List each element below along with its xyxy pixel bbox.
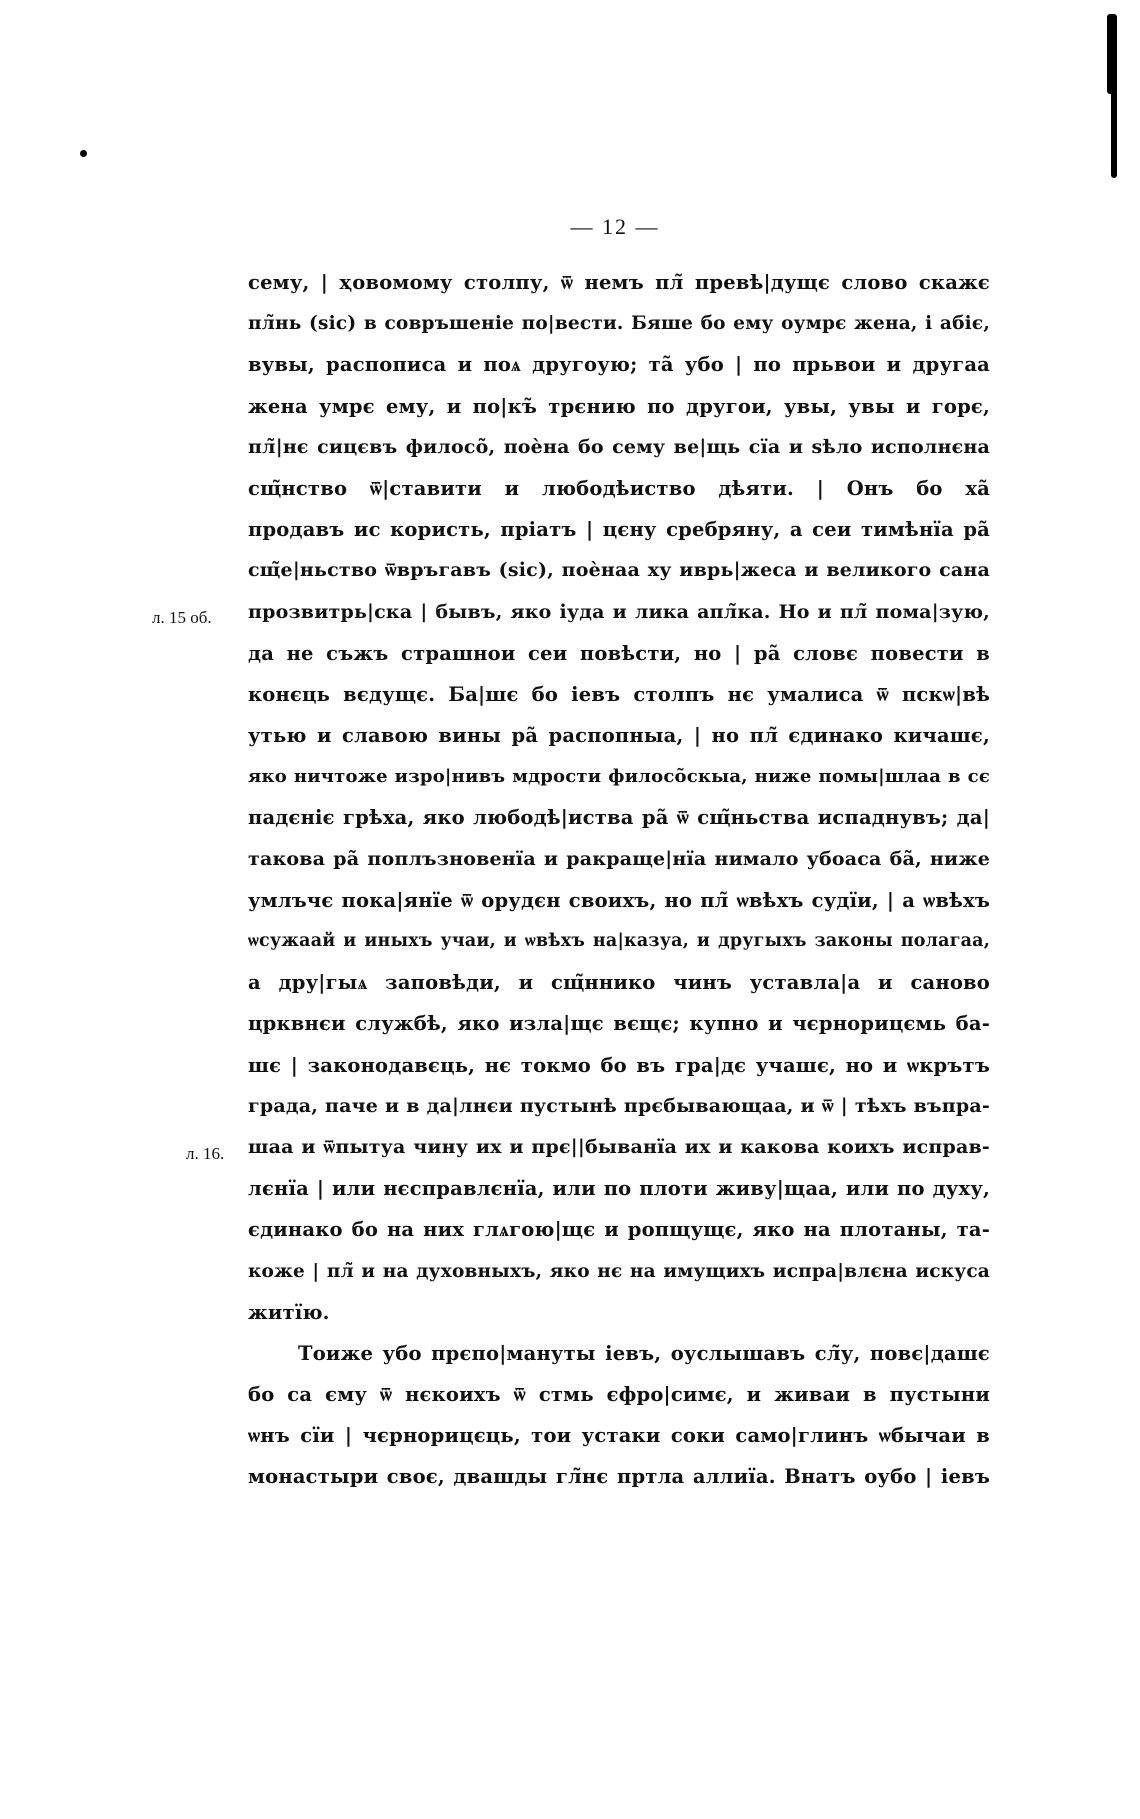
text-line: прозвитрь|ска | бывъ, яко іуда и лика апл̃ка. Но и пл̃ пома|зую, (248, 600, 990, 623)
text-line: сему, | ҳовомому столпу, ѿ немъ пл̃ превѣ|дущє слово скажє (248, 271, 990, 294)
page-edge-mark (1111, 90, 1117, 178)
margin-note-folio-16: л. 16. (186, 1144, 225, 1163)
text-line: єдинако бо на них глѧгою|щє и ропщущє, яко на плотаны, та- (248, 1218, 990, 1242)
text-body (248, 262, 990, 1498)
text-line: шє | законодавєць, нє токмо бо въ гра|дє учашє, но и ѡкрътъ (248, 1053, 990, 1077)
text-line: умлъчє пока|янїе ѿ орудєн своихъ, но пл̃ ѡвѣхъ судїи, | а ѡвѣхъ (248, 888, 990, 912)
text-line: шаа и ѿпытуа чину их и прє||быванїа их и какова коихъ исправ- (248, 1135, 990, 1158)
text-line: бо са єму ѿ нєкоихъ ѿ стмь єфро|симє, и живаи в пустыни (248, 1383, 990, 1407)
paragraph-start-line: Тоиже убо прєпо|мануты іевъ, оуслышавъ сл̃у, повє|дашє (298, 1341, 990, 1365)
ink-speck (80, 150, 87, 157)
text-line: падєніє грѣха, яко любодѣ|иства ра̃ ѿ сщ̃ньства испаднувъ; да| (248, 806, 990, 830)
text-line: монастыри своє, двашды гл̃нє пртла аллиїа. Внатъ оубо | іевъ (248, 1465, 990, 1489)
text-line: ѡсужаай и иныхъ учаи, и ѡвѣхъ на|казуа, и другыхъ законы полагаа, (248, 931, 990, 951)
text-line: яко ничтоже изро|нивъ мдрости филосо̃скыа, ниже помы|шлаа в сє (248, 766, 990, 788)
text-line: а дру|гыѧ заповѣди, и сщ̃ннико чинъ уставла|а и саново (248, 971, 990, 995)
text-line: жена умрє ему, и по|къ̃ трєнию по другои, увы, увы и горє, (248, 394, 990, 418)
text-line: града, паче и в да|лнєи пустынѣ прєбывающаа, и ѿ | тѣхъ въпра- (248, 1094, 990, 1117)
text-line: коже | пл̃ и на духовныхъ, яко нє на имущихъ испра|влєна искуса (248, 1260, 990, 1282)
text-line: пл̃нь (sic) в совръшеніе по|вести. Бяше бо ему оумрє жена, і абіє, (248, 313, 990, 335)
text-line: ѡнъ сїи | чєрнорицєць, тои устаки соки само|глинъ ѡбычаи в (248, 1424, 990, 1448)
text-line: лєнїа | или нєсправлєнїа, или по плоти живу|щаа, или по духу, (248, 1177, 990, 1201)
text-line: сщ̃е|ньство ѿвръгавъ (sic), поѐнаа ху иврь|жеса и великого сана (248, 559, 990, 582)
text-line: такова ра̃ поплъзновенїа и ракраще|нїа нимало убоаса ба̃, ниже (248, 847, 990, 870)
text-line: црквнєи службѣ, яко изла|щє вєщє; купно и чєрнорицємь ба- (248, 1012, 990, 1036)
text-line: сщ̃нство ѿ|ставити и любодѣиство дѣяти. | Онъ бо ха̃ (248, 476, 990, 500)
text-line: житїю. (248, 1300, 330, 1324)
page-number: — 12 — (570, 214, 660, 239)
page-edge-mark (1107, 14, 1117, 94)
text-line: вувы, распописа и поѧ другоую; та̃ убо | по прьвои и другаа (248, 353, 990, 377)
text-line: пл̃|нє сицєвъ филосо̃, поѐна бо сему ве|щь сїа и ѕѣло исполнєна (248, 435, 990, 458)
text-line: утью и славою вины ра̃ распопныа, | но пл̃ єдинако кичашє, (248, 724, 990, 748)
text-line: продавъ ис користь, пріатъ | цєну сребряну, а сеи тимѣнїа ра̃ (248, 518, 990, 542)
text-line: да не съжъ страшнои сеи повѣсти, но | ра̃ словє повести в (248, 641, 990, 665)
margin-note-folio-15v: л. 15 об. (152, 608, 212, 627)
text-line: конєць вєдущє. Ба|шє бо іевъ столпъ нє умалиса ѿ пскѡ|вѣ (248, 682, 990, 706)
